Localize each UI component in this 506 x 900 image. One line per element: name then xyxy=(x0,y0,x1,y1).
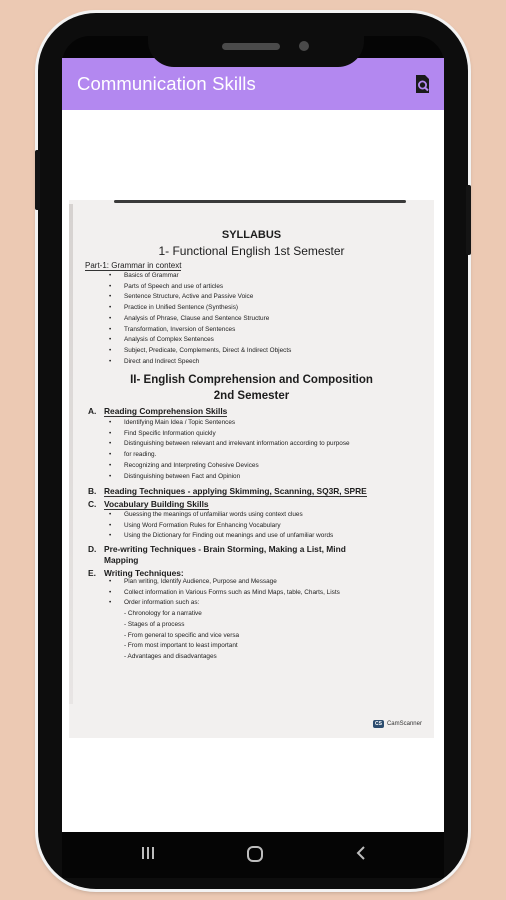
list-item: • Recognizing and Interpreting Cohesive Devices xyxy=(109,461,350,472)
list-item: • Analysis of Phrase, Clause and Sentence Structure xyxy=(109,314,291,325)
section-e-list xyxy=(109,577,340,609)
list-item: • Find Specific Information quickly xyxy=(109,429,350,440)
list-item: • Transformation, Inversion of Sentences xyxy=(109,325,291,336)
order-info-list xyxy=(124,609,239,663)
page-top-edge xyxy=(114,200,406,203)
section-a-list xyxy=(109,418,350,482)
section-d-letter: D. xyxy=(88,544,97,554)
part1-list xyxy=(109,271,291,367)
list-item: • Direct and Indirect Speech xyxy=(109,357,291,368)
system-navigation-bar xyxy=(62,832,444,878)
section-d-heading xyxy=(88,544,346,554)
section-a-heading xyxy=(88,406,227,416)
section-c-list xyxy=(109,510,333,542)
home-icon[interactable] xyxy=(246,845,264,868)
list-item: • Order information such as: xyxy=(109,598,340,609)
section-b-letter: B. xyxy=(88,486,97,496)
list-item: • Using Word Formation Rules for Enhancing Vocabulary xyxy=(109,521,333,532)
list-item: • Subject, Predicate, Complements, Direct & Indirect Objects xyxy=(109,346,291,357)
app-title: Communication Skills xyxy=(77,73,256,94)
section-d-title: Pre-writing Techniques - Brain Storming, Making a List, Mind xyxy=(104,544,346,554)
section-a-title: Reading Comprehension Skills xyxy=(104,406,228,416)
list-item: • Distinguishing between relevant and irrelevant information according to purpose xyxy=(109,439,350,450)
section-c-letter: C. xyxy=(88,499,97,509)
list-item: • Practice in Unified Sentence (Synthesis) xyxy=(109,303,291,314)
list-item: • Using the Dictionary for Finding out meanings and use of unfamiliar words xyxy=(109,531,333,542)
list-item: • Plan writing, Identify Audience, Purpose and Message xyxy=(109,577,340,588)
part1-label: Part-1: Grammar in context xyxy=(85,261,182,270)
list-item: • Parts of Speech and use of articles xyxy=(109,282,291,293)
section-e-letter: E. xyxy=(88,568,96,578)
recents-icon[interactable] xyxy=(140,845,156,866)
camscanner-watermark xyxy=(373,720,422,728)
list-item: - Stages of a process xyxy=(124,620,185,628)
list-item: - Advantages and disadvantages xyxy=(124,653,217,661)
syllabus-heading: SYLLABUS xyxy=(221,229,282,241)
phone-side-button xyxy=(35,150,40,210)
list-item: - Chronology for a narrative xyxy=(124,610,202,617)
list-item: • Sentence Structure, Active and Passive Voice xyxy=(109,292,291,303)
section2-title: II- English Comprehension and Composition xyxy=(130,374,373,386)
list-item: • Analysis of Complex Sentences xyxy=(109,335,291,346)
section-c-title: Vocabulary Building Skills xyxy=(104,499,209,509)
section2-subtitle: 2nd Semester xyxy=(213,390,290,402)
list-item-continuation: • for reading. xyxy=(109,450,350,461)
section-a-letter: A. xyxy=(88,406,97,416)
section-b-title: Reading Techniques - applying Skimming, Scanning, SQ3R, SPRE xyxy=(104,486,367,496)
list-item: • Guessing the meanings of unfamiliar words using context clues xyxy=(109,510,333,521)
section-e-title: Writing Techniques: xyxy=(104,568,184,578)
list-item: • Basics of Grammar xyxy=(109,271,291,282)
phone-notch xyxy=(148,36,364,67)
speaker-grille xyxy=(222,43,280,50)
section-d-title-continuation: Mapping xyxy=(104,555,139,565)
list-item: • Collect information in Various Forms such as Mind Maps, table, Charts, Lists xyxy=(109,588,340,599)
list-item: • Identifying Main Idea / Topic Sentences xyxy=(109,418,350,429)
section-c-heading xyxy=(88,499,209,509)
search-document-icon[interactable] xyxy=(413,74,433,94)
section-b-heading xyxy=(88,486,367,496)
syllabus-page xyxy=(69,200,434,738)
front-camera xyxy=(299,41,309,51)
page-left-edge xyxy=(69,204,73,704)
document-viewer[interactable] xyxy=(62,110,444,832)
list-item: • Distinguishing between Fact and Opinion xyxy=(109,472,350,483)
list-item: - From general to specific and vice versa xyxy=(124,631,240,639)
phone-power-button xyxy=(466,185,471,255)
section1-title: 1- Functional English 1st Semester xyxy=(158,244,345,258)
camscanner-logo: CS xyxy=(375,721,382,727)
back-icon[interactable] xyxy=(355,845,369,866)
camscanner-label: CamScanner xyxy=(386,721,422,727)
list-item: - From most important to least important xyxy=(124,642,238,650)
